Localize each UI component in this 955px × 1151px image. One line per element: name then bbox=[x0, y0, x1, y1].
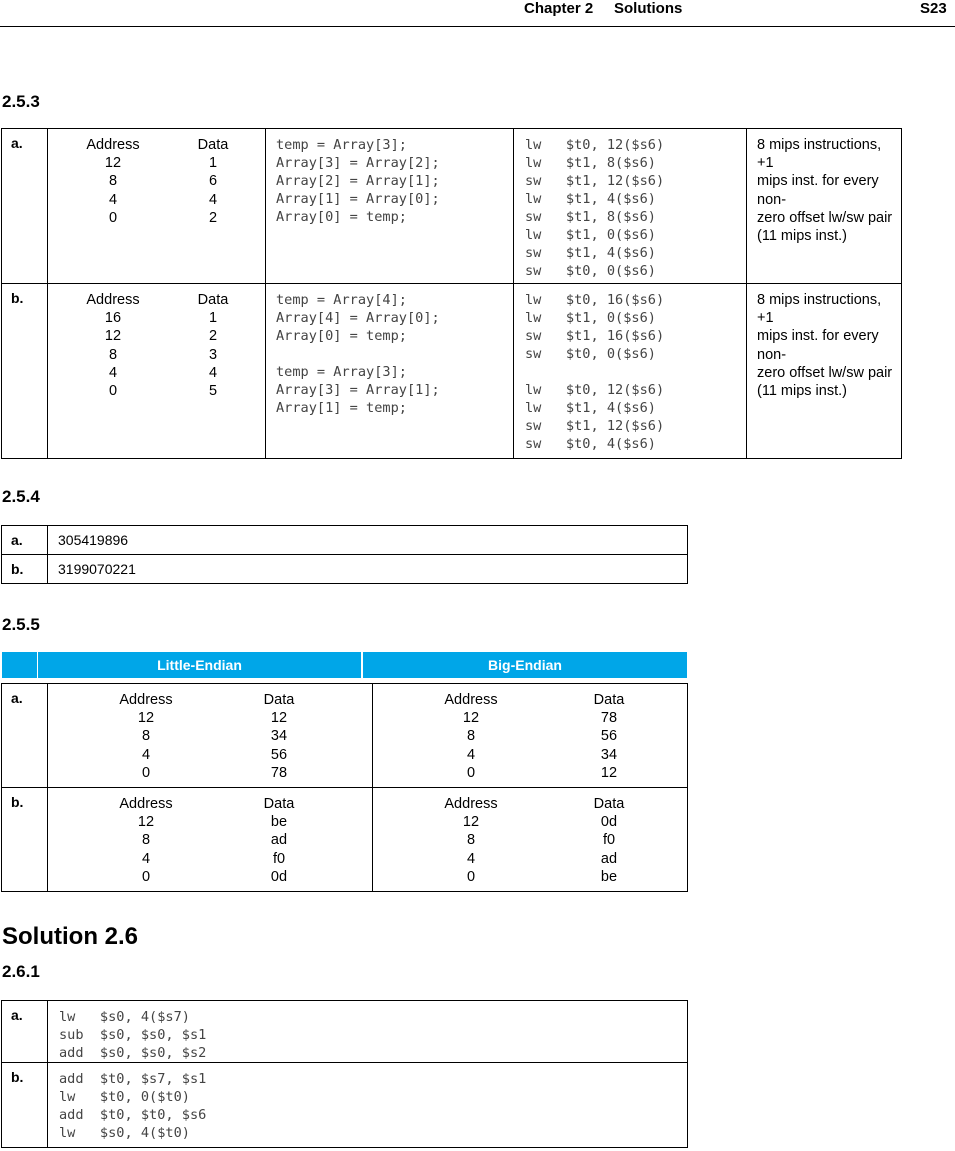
mips-code-cell: lw $t0, 12($s6) lw $t1, 8($s6) sw $t1, 12($s6) lw $t1, 4($s6) sw $t1, 8($s6) lw $t1, 0($s6) sw $t1, 4($s6) sw $t0, 0($s6) bbox=[514, 129, 747, 284]
data-column: Data be ad f0 0d bbox=[263, 796, 295, 885]
big-endian-cell bbox=[373, 684, 688, 788]
solution-title: Solution 2.6 bbox=[2, 923, 139, 950]
table-2-5-4 bbox=[1, 525, 688, 584]
row-label: a. bbox=[2, 684, 48, 788]
row-label: b. bbox=[2, 1063, 48, 1148]
data-column: Data 1 2 3 4 5 bbox=[197, 292, 229, 400]
address-column: Address 12 8 4 0 bbox=[86, 137, 140, 226]
row-label: b. bbox=[2, 284, 48, 459]
value-cell: 3199070221 bbox=[48, 555, 688, 584]
big-endian-header: Big-Endian bbox=[362, 651, 688, 679]
data-column: Data 1 6 4 2 bbox=[197, 137, 229, 226]
chapter-label: Chapter 2 bbox=[524, 0, 594, 17]
heading-2-5-4: 2.5.4 bbox=[2, 487, 40, 506]
table-row bbox=[2, 1063, 688, 1148]
heading-2-5-5: 2.5.5 bbox=[2, 615, 40, 634]
address-column: Address 12 8 4 0 bbox=[119, 692, 173, 781]
table-2-6-1 bbox=[1, 1000, 688, 1148]
little-endian-header: Little-Endian bbox=[37, 651, 362, 679]
heading-2-6-1: 2.6.1 bbox=[2, 962, 40, 981]
heading-2-5-3: 2.5.3 bbox=[2, 92, 40, 111]
address-column: Address 16 12 8 4 0 bbox=[86, 292, 140, 400]
table-row bbox=[2, 284, 902, 459]
address-column: Address 12 8 4 0 bbox=[444, 796, 498, 885]
section-label: Solutions bbox=[614, 0, 683, 17]
table-row bbox=[2, 129, 902, 284]
table-2-5-5 bbox=[1, 683, 688, 892]
c-code-cell: temp = Array[3]; Array[3] = Array[2]; Array[2] = Array[1]; Array[1] = Array[0]; Array[0] = temp; bbox=[266, 129, 514, 284]
row-label: b. bbox=[2, 555, 48, 584]
row-label: a. bbox=[2, 1001, 48, 1063]
table-row bbox=[2, 526, 688, 555]
little-endian-cell bbox=[48, 788, 373, 892]
data-column: Data 12 34 56 78 bbox=[263, 692, 295, 781]
memory-cell bbox=[48, 284, 266, 459]
row-label: a. bbox=[2, 526, 48, 555]
table-row bbox=[2, 788, 688, 892]
memory-cell bbox=[48, 129, 266, 284]
c-code-cell: temp = Array[4]; Array[4] = Array[0]; Array[0] = temp; temp = Array[3]; Array[3] = Array[1]; Array[1] = temp; bbox=[266, 284, 514, 459]
blank-header-cell bbox=[1, 651, 38, 679]
data-column: Data 0d f0 ad be bbox=[593, 796, 625, 885]
table-2-5-3 bbox=[1, 128, 902, 459]
mips-code-cell: lw $t0, 16($s6) lw $t1, 0($s6) sw $t1, 16($s6) sw $t0, 0($s6) lw $t0, 12($s6) lw $t1, 4($s6) sw $t1, 12($s6) sw $t0, 4($s6) bbox=[514, 284, 747, 459]
page-number: S23 bbox=[920, 0, 947, 17]
address-column: Address 12 8 4 0 bbox=[444, 692, 498, 781]
note-cell: 8 mips instructions, +1 mips inst. for every non- zero offset lw/sw pair (11 mips inst.) bbox=[747, 284, 902, 459]
data-column: Data 78 56 34 12 bbox=[593, 692, 625, 781]
address-column: Address 12 8 4 0 bbox=[119, 796, 173, 885]
row-label: b. bbox=[2, 788, 48, 892]
header-rule bbox=[0, 26, 955, 27]
table-row bbox=[2, 1001, 688, 1063]
code-cell: lw $s0, 4($s7) sub $s0, $s0, $s1 add $s0, $s0, $s2 bbox=[48, 1001, 688, 1063]
big-endian-cell bbox=[373, 788, 688, 892]
code-cell: add $t0, $s7, $s1 lw $t0, 0($t0) add $t0, $t0, $s6 lw $s0, 4($t0) bbox=[48, 1063, 688, 1148]
table-row bbox=[2, 555, 688, 584]
note-cell: 8 mips instructions, +1 mips inst. for every non- zero offset lw/sw pair (11 mips inst.) bbox=[747, 129, 902, 284]
row-label: a. bbox=[2, 129, 48, 284]
table-row bbox=[2, 684, 688, 788]
value-cell: 305419896 bbox=[48, 526, 688, 555]
little-endian-cell bbox=[48, 684, 373, 788]
